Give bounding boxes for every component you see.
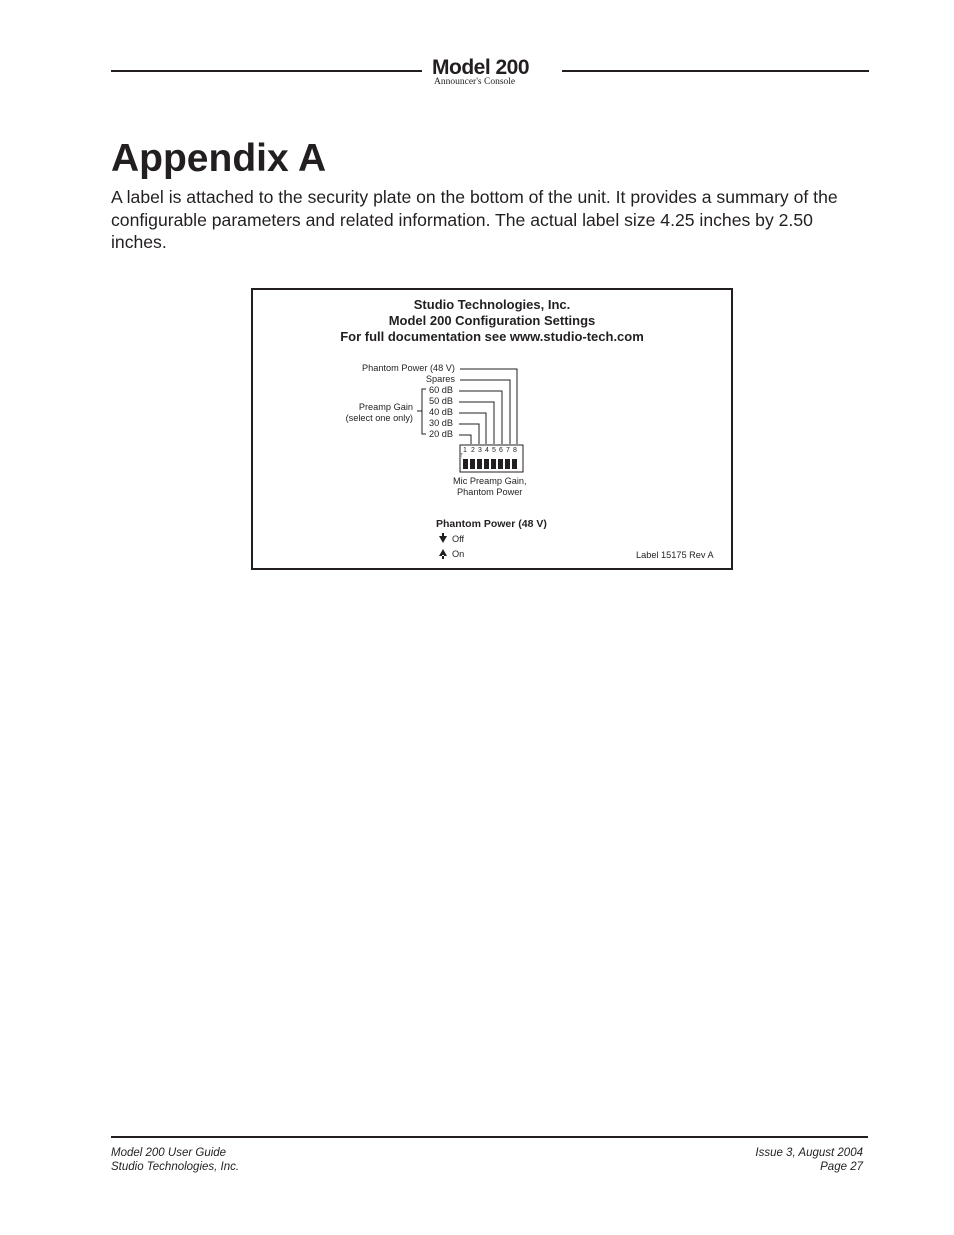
arrow-down-icon (439, 533, 447, 543)
footer-rule (111, 1136, 868, 1138)
product-title: Model 200 (432, 56, 530, 79)
product-subtitle: Announcer's Console (434, 77, 516, 87)
footer-page-number: Page 27 (820, 1161, 863, 1173)
gain-level-label: 60 dB (429, 385, 454, 395)
gain-level-label: 20 dB (429, 429, 454, 439)
label-company: Studio Technologies, Inc. (413, 297, 571, 312)
label-heading: Model 200 Configuration Settings (388, 313, 596, 328)
footer-company: Studio Technologies, Inc. (111, 1161, 240, 1173)
arrow-up-icon (439, 549, 447, 559)
switch-caption-line1: Mic Preamp Gain, (453, 476, 527, 486)
switch-number: 4 (485, 447, 489, 454)
switch-number: 5 (492, 447, 496, 454)
preamp-gain-note: (select one only) (345, 413, 413, 423)
gain-level-label: 30 dB (429, 418, 454, 428)
label-doc-line: For full documentation see www.studio-tech.com (340, 329, 644, 344)
label-id: Label 15175 Rev A (636, 550, 714, 560)
switch-caption-line2: Phantom Power (457, 487, 523, 497)
page-title: Appendix A (111, 137, 327, 180)
switch-number: 6 (499, 447, 503, 454)
switch-number: 7 (506, 447, 510, 454)
legend-title: Phantom Power (48 V) (436, 518, 547, 530)
switch-on-marker: ↑ (460, 452, 464, 459)
legend-on: On (452, 549, 465, 559)
header-rule-right (562, 70, 869, 72)
footer-guide-title: Model 200 User Guide (111, 1147, 227, 1159)
intro-paragraph: A label is attached to the security plate on the bottom of the unit. It provides a summary of the configurable parameters and related information. The actual label size 4.25 inches by 2.50 inches. (111, 187, 838, 252)
header-rule-left (111, 70, 422, 72)
gain-level-label: 50 dB (429, 396, 454, 406)
switch-number: 3 (478, 447, 482, 454)
switch-number: 2 (471, 447, 475, 454)
legend-off: Off (452, 534, 465, 544)
switch-number: 8 (513, 447, 517, 454)
switch-number: 1 (463, 447, 467, 454)
gain-level-label: 40 dB (429, 407, 454, 417)
spares-label: Spares (425, 374, 455, 384)
configuration-label (251, 288, 733, 570)
phantom-power-line-label: Phantom Power (48 V) (362, 363, 455, 373)
preamp-gain-label: Preamp Gain (358, 402, 413, 412)
footer-issue: Issue 3, August 2004 (755, 1147, 863, 1159)
